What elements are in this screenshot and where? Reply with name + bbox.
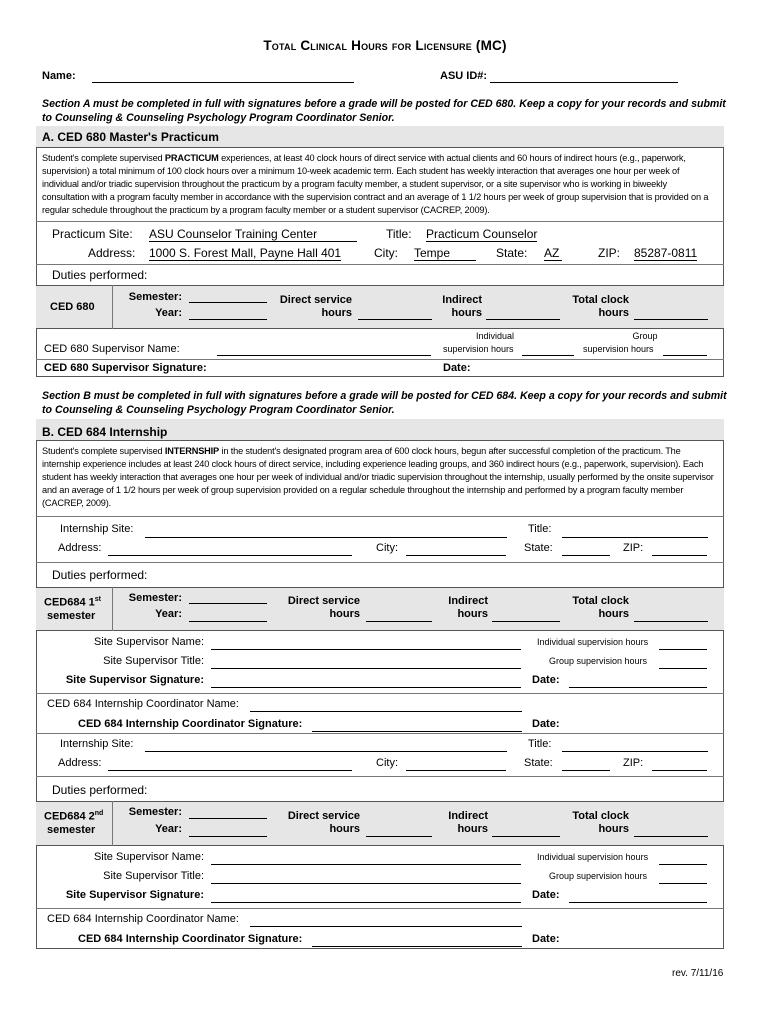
sem1-coord-name-field[interactable] <box>250 711 522 712</box>
sem2-site-sup-sig-label: Site Supervisor Signature: <box>65 889 204 901</box>
section-a-description <box>42 152 716 217</box>
ced680-direct-hours-field[interactable] <box>358 319 432 320</box>
practicum-title-label: Title: <box>386 227 412 241</box>
ced684-sem1-direct-hours-label: hours <box>329 608 360 620</box>
sem1-group-sup-hours-label: Group supervision hours <box>549 656 648 666</box>
sem1-coord-date-label: Date: <box>532 718 560 730</box>
ced680-direct-hours-label: hours <box>321 307 352 319</box>
ced684-sem1-semester-label: Semester: <box>128 592 182 604</box>
internship2-site-label: Internship Site: <box>60 738 134 750</box>
ced680-individual-label: Individual <box>475 331 515 341</box>
ced684-sem1-semester-field[interactable] <box>189 603 267 604</box>
divider <box>112 587 113 631</box>
internship1-state-field[interactable] <box>562 555 610 556</box>
sem1-site-sup-title-label: Site Supervisor Title: <box>103 655 204 667</box>
ced680-supervisor-name-label: CED 680 Supervisor Name: <box>44 343 180 355</box>
internship1-title-label: Title: <box>528 523 552 535</box>
ced684-sem1-year-label: Year: <box>155 608 182 620</box>
sem2-site-sup-date-label: Date: <box>532 889 560 901</box>
ced680-indirect-label: Indirect <box>442 294 482 306</box>
ced680-course-label: CED 680 <box>50 301 95 313</box>
ced680-supervisor-sig-label: CED 680 Supervisor Signature: <box>44 362 207 374</box>
internship1-site-field[interactable] <box>145 537 507 538</box>
ced684-sem2-total-hours-label: hours <box>598 823 629 835</box>
divider <box>36 221 724 222</box>
divider <box>36 776 724 777</box>
sem1-coord-sig-label: CED 684 Internship Coordinator Signature: <box>78 718 303 730</box>
ced684-sem2-direct-hours-field[interactable] <box>366 836 432 837</box>
ced684-sem2-direct-hours-label: hours <box>329 823 360 835</box>
ced680-supervisor-name-field[interactable] <box>217 355 431 356</box>
ced684-sem2-semester-word: semester <box>47 824 96 836</box>
practicum-site-label: Practicum Site: <box>52 227 133 241</box>
sem2-site-sup-name-field[interactable] <box>211 864 521 865</box>
section-a-instruction: Section A must be completed in full with signatures before a grade will be posted for CED 680. Keep a copy for your records and submit to Counseling & Counseling Psychology Program Coordinator Senior. <box>42 98 726 124</box>
divider <box>36 693 724 694</box>
sem2-group-sup-hours-label: Group supervision hours <box>549 871 648 881</box>
sem1-individual-sup-hours-label: Individual supervision hours <box>537 637 649 647</box>
ced684-sem2-indirect-label: Indirect <box>448 810 488 822</box>
ced684-sem1-course-text: CED684 1 <box>44 596 95 609</box>
practicum-title-value[interactable]: Practicum Counselor <box>426 227 538 241</box>
ced680-individual-sup-field[interactable] <box>522 355 574 356</box>
sem1-site-sup-sig-field[interactable] <box>211 687 521 688</box>
internship2-title-label: Title: <box>528 738 552 750</box>
practicum-address-value[interactable]: 1000 S. Forest Mall, Payne Hall 401 <box>149 246 342 260</box>
divider <box>36 264 724 265</box>
ced684-sem1-indirect-hours-label: hours <box>457 608 488 620</box>
ced684-sem2-direct-label: Direct service <box>287 810 360 822</box>
sem1-group-sup-hours-field[interactable] <box>659 668 707 669</box>
ced680-group-sup-label: supervision hours <box>583 344 654 354</box>
practicum-duties-label: Duties performed: <box>52 268 148 282</box>
ced684-sem1-course-label <box>44 596 101 609</box>
sem2-coord-name-label: CED 684 Internship Coordinator Name: <box>47 913 239 925</box>
ced684-sem1-direct-label: Direct service <box>287 595 360 607</box>
sem1-site-sup-sig-label: Site Supervisor Signature: <box>65 674 204 686</box>
sem1-coord-sig-field[interactable] <box>312 731 522 732</box>
divider <box>112 801 113 846</box>
internship2-zip-label: ZIP: <box>623 757 644 769</box>
practicum-city-value[interactable]: Tempe <box>414 246 476 261</box>
ced680-direct-label: Direct service <box>279 294 352 306</box>
divider <box>36 733 724 734</box>
ced684-sem2-course-sup: nd <box>94 810 104 817</box>
internship2-zip-field[interactable] <box>652 770 707 771</box>
ced684-sem1-year-field[interactable] <box>189 621 267 622</box>
ced684-sem1-total-label: Total clock <box>572 595 629 607</box>
ced684-sem1-indirect-label: Indirect <box>448 595 488 607</box>
section-b-heading: B. CED 684 Internship <box>42 425 168 439</box>
ced680-indirect-hours-label: hours <box>451 307 482 319</box>
ced684-sem1-direct-hours-field[interactable] <box>366 621 432 622</box>
ced684-sem1-course-sup: st <box>94 596 101 603</box>
practicum-state-label: State: <box>496 246 528 260</box>
section-a-desc-bold: PRACTICUM <box>164 153 219 163</box>
ced680-individual-sup-label: supervision hours <box>443 344 514 354</box>
practicum-zip-label: ZIP: <box>598 246 621 260</box>
sem1-site-sup-name-field[interactable] <box>211 649 521 650</box>
sem2-site-sup-name-label: Site Supervisor Name: <box>93 851 204 863</box>
ced680-total-hours-label: hours <box>598 307 629 319</box>
ced684-sem2-year-field[interactable] <box>189 836 267 837</box>
ced680-total-hours-field[interactable] <box>634 319 708 320</box>
sem2-individual-sup-hours-field[interactable] <box>659 864 707 865</box>
sem2-coord-sig-field[interactable] <box>312 946 522 947</box>
internship2-city-label: City: <box>376 757 398 769</box>
ced684-sem2-semester-label: Semester: <box>128 806 182 818</box>
sem1-individual-sup-hours-field[interactable] <box>659 649 707 650</box>
practicum-state-value[interactable]: AZ <box>544 246 562 261</box>
internship2-address-label: Address: <box>58 757 102 769</box>
ced680-group-sup-field[interactable] <box>663 355 707 356</box>
ced680-date-label: Date: <box>443 362 471 374</box>
ced680-semester-field[interactable] <box>189 302 267 303</box>
sem1-site-sup-name-label: Site Supervisor Name: <box>93 636 204 648</box>
internship1-duties-label: Duties performed: <box>52 568 148 582</box>
sem2-site-sup-title-label: Site Supervisor Title: <box>103 870 204 882</box>
divider <box>36 908 724 909</box>
ced680-group-label: Group <box>632 331 658 341</box>
ced684-sem1-total-hours-label: hours <box>598 608 629 620</box>
internship2-duties-label: Duties performed: <box>52 783 148 797</box>
divider <box>112 285 113 329</box>
sem2-coord-sig-label: CED 684 Internship Coordinator Signature: <box>78 933 303 945</box>
internship1-zip-label: ZIP: <box>623 542 644 554</box>
practicum-zip-value[interactable]: 85287-0811 <box>634 246 698 260</box>
ced684-sem1-semester-word: semester <box>47 610 96 622</box>
section-b-description <box>42 445 716 510</box>
section-a-desc-post: experiences, at least 40 clock hours of direct service with actual clients and 60 hours of indirect hours (e.g., paperwork, supervision) a total minimum of 100 clock hours over a minimum 10-week academic term. Each student has weekly interaction that averages one hour per week of individual and/or triadic supervision throughout the practicum by a program faculty member, a student supervisor, or a site supervisor who is working in biweekly consultation with a program faculty member in accordance with the supervision contract and an average of 1 1/2 hours per week of group supervision that is provided on a regular schedule throughout the practicum by a program faculty member or a student supervisor (CACREP, 2009). <box>42 153 709 215</box>
ced680-year-field[interactable] <box>189 319 267 320</box>
internship1-city-label: City: <box>376 542 398 554</box>
sem2-individual-sup-hours-label: Individual supervision hours <box>537 852 649 862</box>
ced684-sem1-total-hours-field[interactable] <box>634 621 708 622</box>
section-b-desc-post: in the student's designated program area of 600 clock hours, begun after successful completion of the practicum. The internship experience includes at least 240 clock hours of direct service, including experience leading groups, and 360 indirect hours (e.g., paperwork, supervision). Each student has weekly interaction that averages one hour per week of individual and/or triadic supervision throughout the internship, usually performed by the onsite supervisor and an average of 1 1/2 hours per week of group supervision provided on a regular schedule throughout the internship and performed by a program faculty member (CACREP, 2009). <box>42 446 714 508</box>
internship1-city-field[interactable] <box>406 555 506 556</box>
section-a-desc-pre: Student's complete supervised <box>42 153 165 163</box>
sem2-site-sup-title-field[interactable] <box>211 883 521 884</box>
sem2-group-sup-hours-field[interactable] <box>659 883 707 884</box>
internship1-site-label: Internship Site: <box>60 523 134 535</box>
divider <box>36 359 724 360</box>
asu-id-field[interactable] <box>490 82 678 83</box>
sem1-site-sup-date-label: Date: <box>532 674 560 686</box>
section-a-heading: A. CED 680 Master's Practicum <box>42 130 219 144</box>
sem1-site-sup-date-field[interactable] <box>569 687 707 688</box>
internship1-address-field[interactable] <box>108 555 352 556</box>
practicum-city-label: City: <box>374 246 398 260</box>
ced680-year-label: Year: <box>155 307 182 319</box>
sem1-site-sup-title-field[interactable] <box>211 668 521 669</box>
section-b-desc-pre: Student's complete supervised <box>42 446 165 456</box>
sem2-site-sup-date-field[interactable] <box>569 902 707 903</box>
internship2-city-field[interactable] <box>406 770 506 771</box>
section-b-desc-bold: INTERNSHIP <box>164 446 220 456</box>
sem1-coord-name-label: CED 684 Internship Coordinator Name: <box>47 698 239 710</box>
divider <box>36 562 724 563</box>
internship2-address-field[interactable] <box>108 770 352 771</box>
internship2-state-field[interactable] <box>562 770 610 771</box>
internship1-title-field[interactable] <box>562 537 708 538</box>
internship2-site-field[interactable] <box>145 751 507 752</box>
ced680-semester-label: Semester: <box>128 291 182 303</box>
revision-label: rev. 7/11/16 <box>672 968 724 979</box>
name-label: Name: <box>42 70 76 82</box>
internship2-title-field[interactable] <box>562 751 708 752</box>
asu-id-label: ASU ID#: <box>440 70 488 82</box>
section-b-instruction: Section B must be completed in full with signatures before a grade will be posted for CED 684. Keep a copy for your records and submit to Counseling & Counseling Psychology Program Coordinator Senior. <box>42 390 727 416</box>
internship2-state-label: State: <box>524 757 553 769</box>
ced680-total-label: Total clock <box>572 294 629 306</box>
ced684-sem2-year-label: Year: <box>155 823 182 835</box>
sem2-coord-name-field[interactable] <box>250 926 522 927</box>
ced684-sem2-total-hours-field[interactable] <box>634 836 708 837</box>
practicum-site-value[interactable]: ASU Counselor Training Center <box>149 227 357 242</box>
page-title: Total Clinical Hours for Licensure (MC) <box>263 38 507 53</box>
ced684-sem2-course-text: CED684 2 <box>44 810 95 823</box>
ced684-sem2-total-label: Total clock <box>572 810 629 822</box>
ced684-sem2-indirect-hours-field[interactable] <box>492 836 560 837</box>
ced680-indirect-hours-field[interactable] <box>486 319 560 320</box>
ced684-sem2-semester-field[interactable] <box>189 818 267 819</box>
sem2-site-sup-sig-field[interactable] <box>211 902 521 903</box>
internship1-state-label: State: <box>524 542 553 554</box>
ced684-sem1-indirect-hours-field[interactable] <box>492 621 560 622</box>
divider <box>36 516 724 517</box>
ced684-sem2-indirect-hours-label: hours <box>457 823 488 835</box>
ced684-sem2-course-label <box>44 810 103 823</box>
practicum-address-label: Address: <box>88 246 136 260</box>
name-field[interactable] <box>92 82 354 83</box>
sem2-coord-date-label: Date: <box>532 933 560 945</box>
internship1-zip-field[interactable] <box>652 555 707 556</box>
internship1-address-label: Address: <box>58 542 102 554</box>
